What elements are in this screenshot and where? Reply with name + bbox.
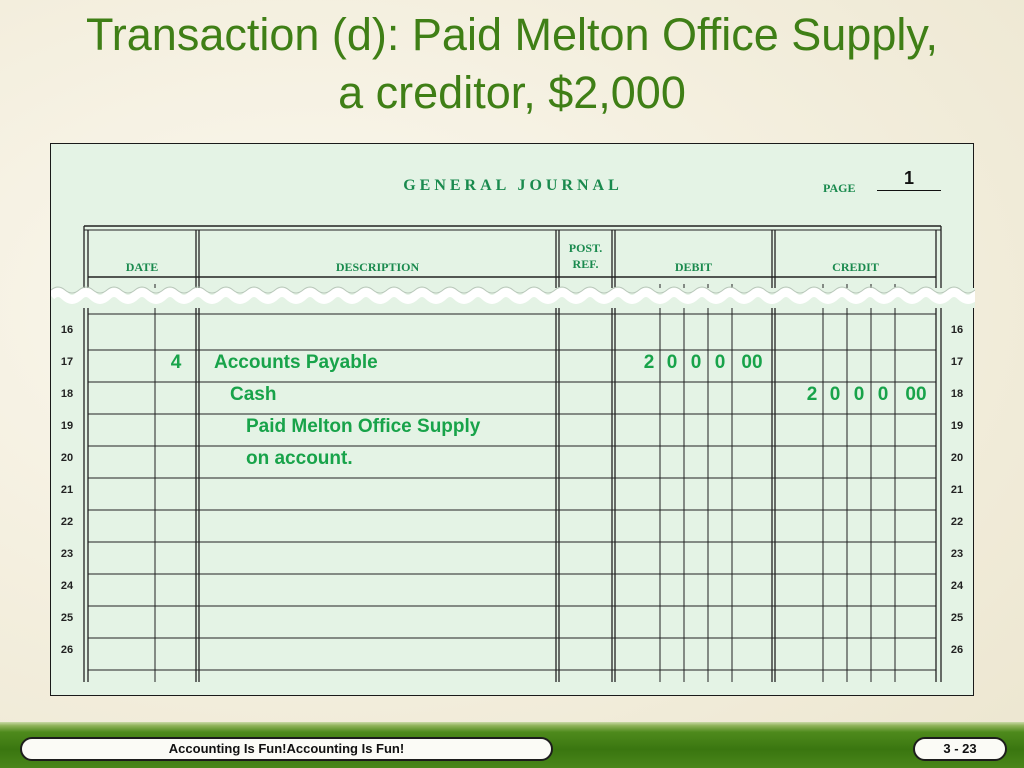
line-number: 23	[950, 548, 964, 560]
debit-digit: 2	[643, 352, 655, 373]
line-number: 21	[60, 484, 74, 496]
footer-course-title: Accounting Is Fun!Accounting Is Fun!	[20, 737, 553, 761]
line-number: 21	[950, 484, 964, 496]
line-number: 24	[950, 580, 964, 592]
line-number: 26	[950, 644, 964, 656]
debit-digit: 0	[714, 352, 726, 373]
column-header-date: DATE	[125, 260, 159, 274]
debit-digit: 0	[690, 352, 702, 373]
credit-digit: 0	[853, 384, 865, 405]
journal-heading: GENERAL JOURNAL	[403, 177, 623, 194]
line-number: 22	[60, 516, 74, 528]
line-number: 20	[60, 452, 74, 464]
line-number: 16	[950, 324, 964, 336]
page-label: PAGE	[823, 181, 856, 195]
line-number: 17	[60, 356, 74, 368]
line-number: 18	[60, 388, 74, 400]
line-number: 20	[950, 452, 964, 464]
line-number: 19	[60, 420, 74, 432]
slide-title	[0, 6, 1024, 122]
footer-slide-number: 3 - 23	[913, 737, 1007, 761]
entry-explanation-line-1: Paid Melton Office Supply	[246, 416, 481, 437]
entry-explanation-line-2: on account.	[246, 448, 353, 469]
line-number: 16	[60, 324, 74, 336]
column-header-credit: CREDIT	[832, 260, 879, 274]
credit-digit: 0	[877, 384, 889, 405]
line-number: 25	[950, 612, 964, 624]
entry-date-day: 4	[170, 352, 182, 373]
line-number: 22	[950, 516, 964, 528]
line-number: 19	[950, 420, 964, 432]
line-number: 17	[950, 356, 964, 368]
column-header-debit: DEBIT	[674, 260, 713, 274]
credit-digit: 0	[829, 384, 841, 405]
column-header-description: DESCRIPTION	[335, 260, 420, 274]
entry-account-debit: Accounts Payable	[214, 352, 378, 373]
post-ref-line-1: POST.	[568, 241, 603, 255]
page-number: 1	[877, 168, 941, 191]
journal-ruling	[51, 144, 975, 697]
credit-cents: 00	[905, 384, 927, 405]
line-number: 25	[60, 612, 74, 624]
debit-cents: 00	[741, 352, 763, 373]
line-number: 26	[60, 644, 74, 656]
credit-digit: 2	[806, 384, 818, 405]
debit-digit: 0	[666, 352, 678, 373]
general-journal-form	[50, 143, 974, 696]
post-ref-line-2: REF.	[572, 257, 599, 271]
slide-title-line-2: a creditor, $2,000	[338, 67, 686, 118]
line-number: 23	[60, 548, 74, 560]
entry-account-credit: Cash	[230, 384, 277, 405]
line-number: 18	[950, 388, 964, 400]
line-number: 24	[60, 580, 74, 592]
column-header-post-ref	[559, 240, 612, 272]
slide-title-line-1: Transaction (d): Paid Melton Office Supply,	[85, 9, 939, 60]
